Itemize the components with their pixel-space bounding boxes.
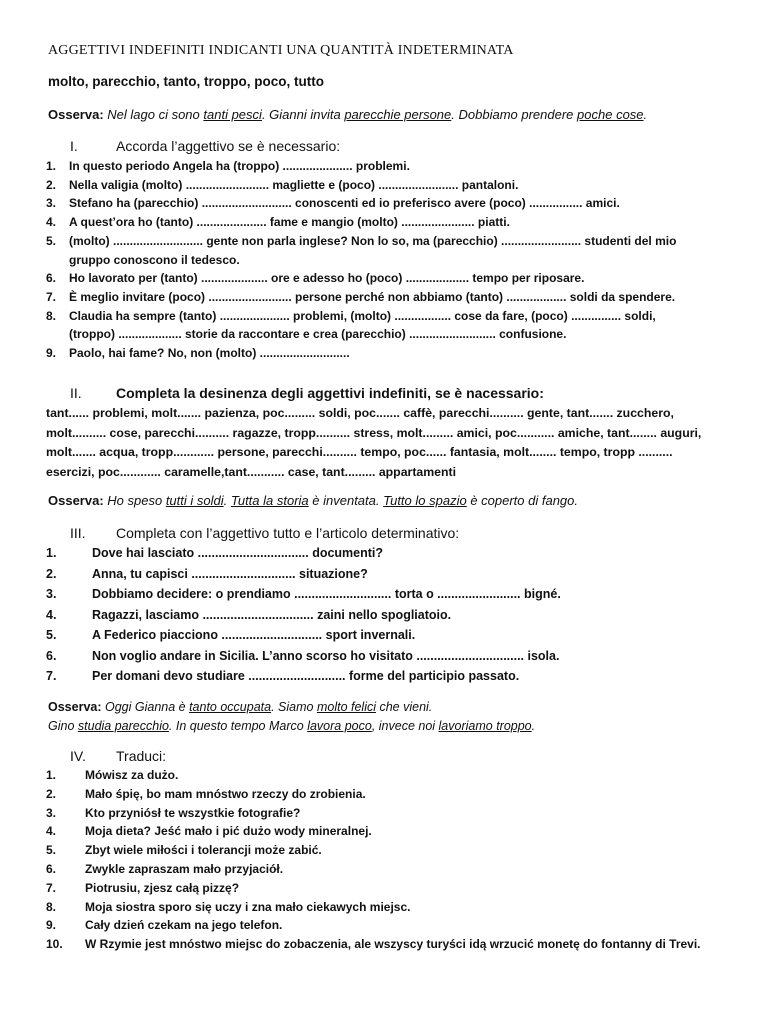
item-text: Cały dzień czekam na jego telefon.: [85, 918, 283, 933]
item-text: In questo periodo Angela ha (troppo) ..................... problemi.: [69, 159, 410, 173]
item-text: Stefano ha (parecchio) ........................... conoscenti ed io preferisco avere (poco) ................ amici.: [69, 196, 620, 211]
exercise-item: [46, 646, 561, 667]
section-title: Accorda l’aggettivo se è necessario:: [116, 138, 341, 154]
exercise-item: [46, 841, 701, 860]
exercise-item: [46, 625, 561, 646]
item-text: Anna, tu capisci .............................. situazione?: [92, 566, 368, 581]
exercise-item: [46, 666, 561, 687]
exercise-item: [46, 232, 676, 269]
item-text: Ragazzi, lasciamo ................................ zaini nello spogliatoio.: [92, 607, 452, 622]
note-example: lavora poco: [307, 719, 372, 733]
item-number: 7.: [46, 289, 57, 304]
note-text: è coperto di fango.: [466, 493, 579, 508]
item-number: 3.: [46, 587, 57, 601]
note-example: tanto occupata: [189, 700, 272, 714]
item-number: 6.: [46, 648, 57, 663]
item-text: Ho lavorato per (tanto) .................... ore e adesso ho (poco) ................... tempo per riposare.: [69, 271, 585, 286]
item-text: Paolo, hai fame? No, non (molto) ...........................: [69, 346, 350, 361]
exercise-item: [46, 804, 701, 823]
item-number: 2.: [46, 566, 57, 581]
item-number: 9.: [46, 346, 57, 361]
exercise-line: molt....... acqua, tropp............ persone, parecchi.......... tempo, poc...... fantasia, molt........ tempo, tropp ..........: [46, 445, 673, 459]
exercise-item: [46, 935, 701, 954]
note-line: [48, 717, 535, 736]
exercise-item: [46, 157, 676, 176]
item-number: 3.: [46, 196, 57, 211]
note-example: tutti i soldi: [165, 493, 224, 508]
item-number: 5.: [46, 628, 57, 642]
item-text: Zwykle zapraszam mało przyjaciół.: [85, 861, 284, 876]
note-example: poche cose: [577, 107, 644, 122]
item-number: 4.: [46, 824, 57, 839]
note-text: . Siamo: [271, 700, 317, 714]
item-text: A Federico piacciono ............................. sport invernali.: [92, 628, 416, 642]
exercise-item: [46, 584, 561, 605]
exercise-item: [46, 766, 701, 785]
item-number: 7.: [46, 669, 57, 683]
note-text: .: [223, 493, 231, 508]
item-number: 8.: [46, 899, 57, 914]
note-text: .: [643, 107, 648, 122]
section-2-heading: [70, 385, 544, 401]
exercise-line: tant...... problemi, molt....... pazienza, poc......... soldi, poc....... caffè, parecchi.......... gente, tant....... zucchero,: [46, 406, 674, 420]
exercise-item: [46, 288, 676, 307]
page-title: AGGETTIVI INDEFINITI INDICANTI UNA QUANTITÀ INDETERMINATA: [48, 43, 514, 58]
item-text: Piotrusiu, zjesz całą pizzę?: [85, 880, 240, 895]
exercise-line: molt.......... cose, parecchi.......... ragazze, tropp.......... stress, molt......... amici, poc........... amiche, tant........ auguri,: [46, 425, 702, 440]
item-text: Claudia ha sempre (tanto) ..................... problemi, (molto) ................. cose da fare, (poco) ............... soldi,: [69, 308, 656, 323]
note-example: molto felici: [316, 700, 376, 714]
item-text: Mało śpię, bo mam mnóstwo rzeczy do zrobienia.: [85, 786, 366, 801]
note-text: , invece noi: [371, 719, 439, 733]
exercise-item: [46, 564, 561, 585]
item-text: W Rzymie jest mnóstwo miejsc do zobaczenia, ale wszyscy turyści idą wrzucić monetę do fontanny di Trevi.: [85, 937, 701, 952]
item-number: 5.: [46, 233, 57, 248]
item-text: Kto przyniósł te wszystkie fotografie?: [85, 805, 301, 820]
section-number: II.: [70, 385, 82, 401]
osserva-label: Osserva:: [48, 700, 102, 714]
item-text: Non voglio andare in Sicilia. L’anno scorso ho visitato ............................... isola.: [92, 648, 560, 663]
section-number: IV.: [70, 748, 86, 764]
item-text: A quest’ora ho (tanto) ..................... fame e mangio (molto) ...................... piatti.: [69, 215, 510, 230]
exercise-item: [46, 194, 676, 213]
exercise-item: [46, 898, 701, 917]
note-example: parecchie persone: [344, 107, 452, 122]
exercise-item: [46, 344, 676, 363]
section-title: Completa la desinenza degli aggettivi indefiniti, se è nacessario:: [116, 385, 544, 401]
item-text: Zbyt wiele miłości i tolerancji może zabić.: [85, 843, 322, 858]
item-number: 7.: [46, 880, 57, 895]
note-text: è inventata.: [308, 493, 384, 508]
note-text: .: [531, 719, 536, 733]
item-number: 1.: [46, 159, 57, 173]
osserva-note-1: [48, 107, 647, 122]
item-text: È meglio invitare (poco) ......................... persone perché non abbiamo (tanto) .................. soldi da spendere.: [69, 289, 676, 304]
exercise-item: [46, 785, 701, 804]
osserva-label: Osserva:: [48, 107, 104, 122]
note-text: . Gianni invita: [261, 107, 345, 122]
item-text: (molto) ........................... gente non parla inglese? Non lo so, ma (parecchio) ........................ studenti del mio: [69, 233, 677, 248]
exercise-item: [46, 213, 676, 232]
exercise-item: [46, 543, 561, 564]
exercise-item: [46, 879, 701, 898]
item-text: Dobbiamo decidere: o prendiamo ............................ torta o ........................ bigné.: [92, 587, 561, 601]
note-example: studia parecchio: [77, 719, 169, 733]
item-text: Moja siostra sporo się uczy i zna mało ciekawych miejsc.: [85, 899, 411, 914]
section-1-heading: [70, 138, 340, 154]
item-number: 8.: [46, 308, 57, 323]
item-number: 1.: [46, 546, 57, 560]
note-example: tanti pesci: [203, 107, 262, 122]
item-text-continued: gruppo conoscono il tedesco.: [69, 252, 240, 267]
note-text: Ho speso: [103, 493, 166, 508]
note-text: . Dobbiamo prendere: [451, 107, 578, 122]
page-subtitle: molto, parecchio, tanto, troppo, poco, tutto: [48, 74, 324, 89]
note-text: che vieni.: [376, 700, 433, 714]
exercise-item: [46, 916, 701, 935]
note-text: Nel lago ci sono: [103, 107, 204, 122]
exercise-item: [46, 269, 676, 288]
exercise-line: esercizi, poc............ caramelle,tant........... case, tant......... appartamenti: [46, 464, 457, 479]
note-example: Tutto lo spazio: [383, 493, 467, 508]
section-title: Traduci:: [116, 748, 167, 764]
item-number: 5.: [46, 843, 57, 858]
item-number: 1.: [46, 768, 57, 782]
exercise-4-list: [46, 766, 701, 954]
item-number: 4.: [46, 607, 57, 622]
exercise-1-list: [46, 157, 676, 363]
section-3-heading: [70, 525, 459, 541]
note-text: Oggi Gianna è: [101, 700, 190, 714]
item-number: 4.: [46, 215, 57, 230]
item-text: Moja dieta? Jeść mało i pić dużo wody mineralnej.: [85, 824, 372, 839]
note-example: Tutta la storia: [230, 493, 309, 508]
item-number: 6.: [46, 861, 57, 876]
exercise-item: [46, 307, 676, 344]
osserva-label: Osserva:: [48, 493, 104, 508]
item-number: 10.: [46, 937, 63, 952]
item-text: Nella valigia (molto) ......................... magliette e (poco) ........................ pantaloni.: [69, 177, 519, 192]
item-text: Per domani devo studiare ............................ forme del participio passato.: [92, 669, 520, 683]
exercise-item: [46, 822, 701, 841]
item-text: Dove hai lasciato ................................ documenti?: [92, 546, 384, 560]
note-line: [48, 698, 535, 717]
item-number: 9.: [46, 918, 57, 933]
section-number: I.: [70, 138, 78, 154]
item-number: 2.: [46, 177, 57, 192]
item-text: Mówisz za dużo.: [85, 768, 179, 782]
exercise-item: [46, 860, 701, 879]
item-text-continued: (troppo) ................... storie da raccontare e crea (parecchio) .......................... confusione.: [69, 327, 567, 342]
note-text: Gino: [48, 719, 78, 733]
item-number: 6.: [46, 271, 57, 286]
section-number: III.: [70, 525, 86, 541]
exercise-item: [46, 176, 676, 195]
item-number: 2.: [46, 786, 57, 801]
exercise-3-list: [46, 543, 561, 687]
osserva-note-2: [48, 493, 578, 508]
exercise-2-block: [46, 404, 701, 482]
osserva-note-3: [48, 698, 535, 736]
exercise-item: [46, 605, 561, 626]
section-title: Completa con l’aggettivo tutto e l’articolo determinativo:: [116, 525, 460, 541]
item-number: 3.: [46, 805, 57, 820]
note-example: lavoriamo troppo: [438, 719, 532, 733]
note-text: . In questo tempo Marco: [168, 719, 308, 733]
section-4-heading: [70, 748, 166, 764]
